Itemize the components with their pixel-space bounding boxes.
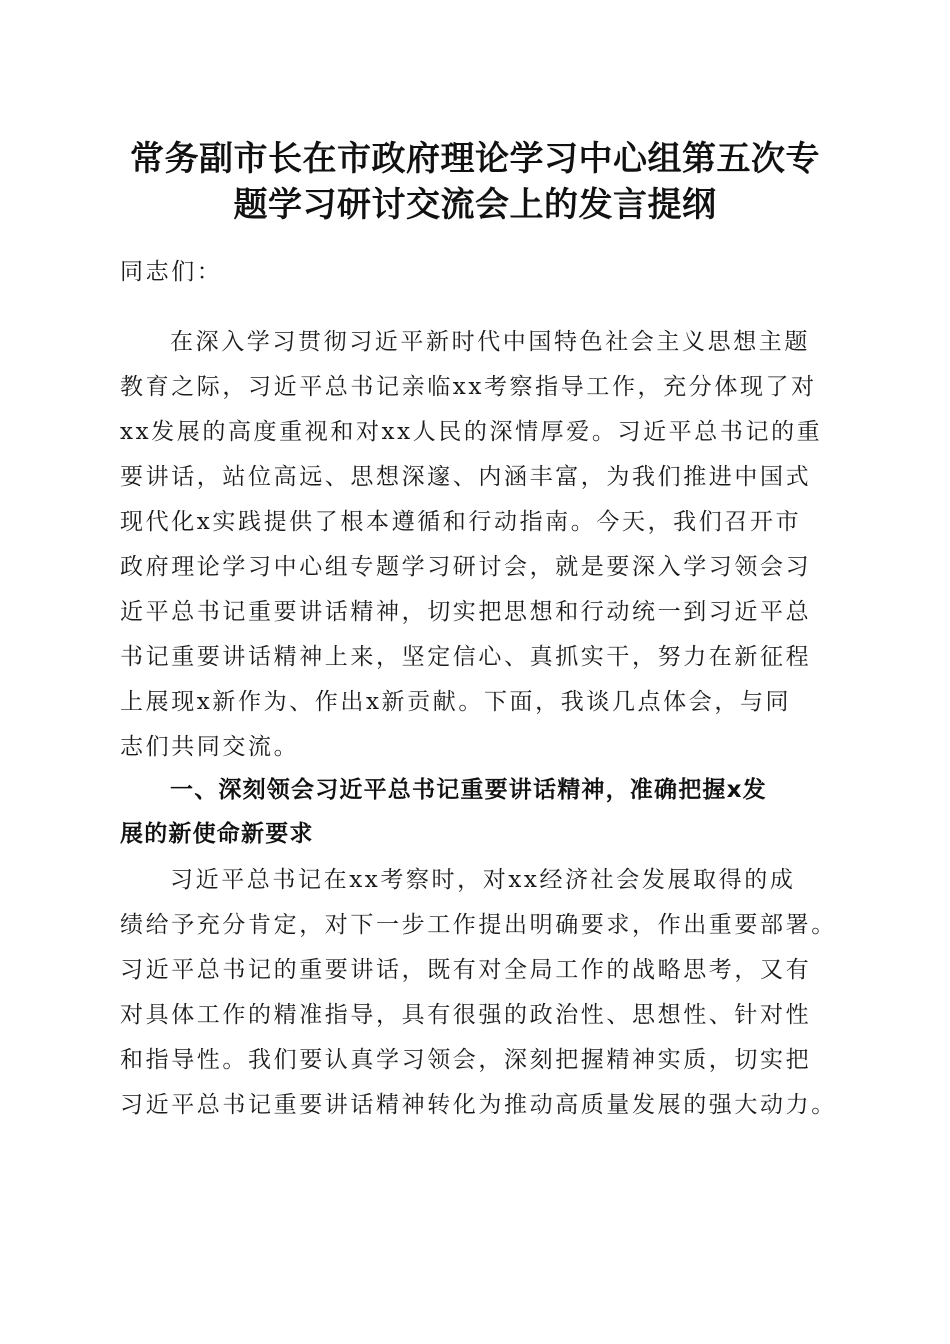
paragraph-line: 对具体工作的精准指导，具有很强的政治性、思想性、针对性 xyxy=(120,1002,812,1028)
paragraph-line: 习近平总书记重要讲话精神转化为推动高质量发展的强大动力。 xyxy=(120,1092,837,1118)
paragraph-line: 志们共同交流。 xyxy=(120,734,300,760)
document-title xyxy=(100,136,850,228)
paragraph-line: 习近平总书记在xx考察时，对xx经济社会发展取得的成 xyxy=(170,867,796,893)
paragraph-line: 和指导性。我们要认真学习领会，深刻把握精神实质，切实把 xyxy=(120,1047,812,1073)
paragraph-line: 教育之际，习近平总书记亲临xx考察指导工作，充分体现了对 xyxy=(120,374,817,400)
paragraph-line: 政府理论学习中心组专题学习研讨会，就是要深入学习领会习 xyxy=(120,554,812,580)
paragraph-line: 上展现x新作为、作出x新贡献。下面，我谈几点体会，与同 xyxy=(120,689,792,715)
paragraph-line: 现代化x实践提供了根本遵循和行动指南。今天，我们召开市 xyxy=(120,509,802,535)
paragraph-line: 习近平总书记的重要讲话，既有对全局工作的战略思考，又有 xyxy=(120,957,812,983)
paragraph-line: 要讲话，站位高远、思想深邃、内涵丰富，为我们推进中国式 xyxy=(120,464,812,490)
salutation: 同志们： xyxy=(120,259,223,285)
paragraph-line: 书记重要讲话精神上来，坚定信心、真抓实干，努力在新征程 xyxy=(120,644,812,670)
paragraph-line: 在深入学习贯彻习近平新时代中国特色社会主义思想主题 xyxy=(170,329,810,355)
paragraph-line: 近平总书记重要讲话精神，切实把思想和行动统一到习近平总 xyxy=(120,599,812,625)
section-heading-line: 展的新使命新要求 xyxy=(120,821,314,847)
title-line: 题学习研讨交流会上的发言提纲 xyxy=(233,185,717,225)
paragraph-line: xx发展的高度重视和对xx人民的深情厚爱。习近平总书记的重 xyxy=(120,419,823,445)
paragraph-line: 绩给予充分肯定，对下一步工作提出明确要求，作出重要部署。 xyxy=(120,912,837,938)
section-heading-line: 一、深刻领会习近平总书记重要讲话精神，准确把握x发 xyxy=(170,777,767,803)
title-line: 常务副市长在市政府理论学习中心组第五次专 xyxy=(130,139,820,179)
